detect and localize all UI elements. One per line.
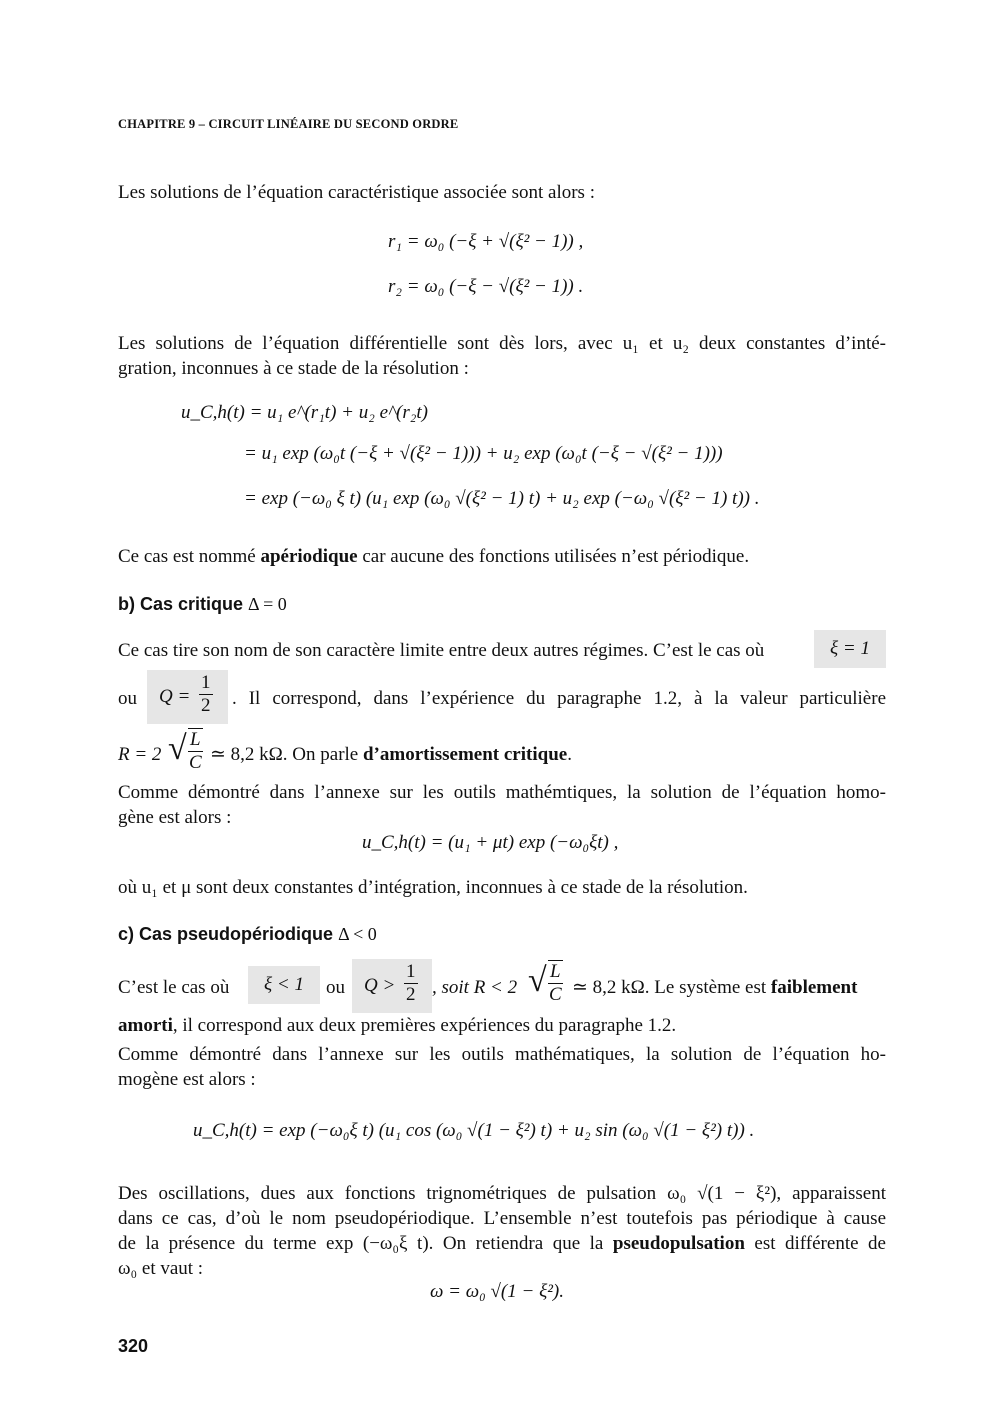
text-segment: de la présence du terme exp (−ω₀ξ t). On retiendra que la xyxy=(118,1233,613,1254)
text-segment: . xyxy=(567,744,572,765)
paragraph-critical-line1: Ce cas tire son nom de son caractère limite entre deux autres régimes. C’est le cas où xyxy=(118,640,765,661)
equation-pseudopulsation: ω = ω₀ √(1 − ξ²). xyxy=(430,1281,564,1302)
denominator: 2 xyxy=(406,984,416,1005)
paragraph-oscillations-line1: Des oscillations, dues aux fonctions trignométriques de pulsation ω₀ √(1 − ξ²), apparaissent xyxy=(118,1183,886,1204)
equation-r1: r₁ = ω₀ (−ξ + √(ξ² − 1)) , xyxy=(388,231,584,252)
term-amorti: amorti xyxy=(118,1015,173,1036)
term-pseudopulsation: pseudopulsation xyxy=(612,1233,745,1254)
paragraph-oscillations-line4: ω₀ et vaut : xyxy=(118,1258,204,1279)
paragraph-critical-resistance xyxy=(118,728,886,780)
equation-homogeneous-3: = exp (−ω₀ ξ t) (u₁ exp (ω₀ √(ξ² − 1) t) + u₂ exp (−ω₀ √(ξ² − 1) t)) . xyxy=(244,488,760,509)
fraction-one-half xyxy=(404,961,418,1006)
fraction-one-half xyxy=(199,672,213,717)
paragraph-annex-line1: Comme démontré dans l’annexe sur les outils mathémtiques, la solution de l’équation homo- xyxy=(118,782,886,803)
sqrt-symbol: √ xyxy=(168,730,187,767)
numerator: 1 xyxy=(406,961,416,982)
fraction-l-over-c xyxy=(188,728,203,774)
text-cest-le-cas: C’est le cas où xyxy=(118,977,230,998)
section-math: Δ < 0 xyxy=(338,924,377,944)
paragraph-annex-line2: gène est alors : xyxy=(118,807,232,828)
r-expression: R = 2 xyxy=(118,744,162,765)
section-title: c) Cas pseudopériodique xyxy=(118,924,334,944)
paragraph-annex2-line1: Comme démontré dans l’annexe sur les outils mathématiques, la solution de l’équation ho- xyxy=(118,1044,886,1065)
term-amortissement-critique: d’amortissement critique xyxy=(362,744,568,765)
text-segment: car aucune des fonctions utilisées n’est périodique. xyxy=(357,546,750,567)
equation-homogeneous-2: = u₁ exp (ω₀t (−ξ + √(ξ² − 1))) + u₂ exp (ω₀t (−ξ − √(ξ² − 1))) xyxy=(244,443,723,464)
r-expression: , soit R < 2 xyxy=(432,977,518,998)
numerator: 1 xyxy=(201,672,211,693)
text-segment: , il correspond aux deux premières expériences du paragraphe 1.2. xyxy=(172,1015,677,1036)
q-label: Q > xyxy=(364,975,396,996)
highlight-xi-equals-1: ξ = 1 xyxy=(814,630,886,668)
highlight-xi-less-1: ξ < 1 xyxy=(248,966,320,1004)
equation-r2: r₂ = ω₀ (−ξ − √(ξ² − 1)) . xyxy=(388,276,584,297)
paragraph-solutions-line1: Les solutions de l’équation différentielle sont dès lors, avec u₁ et u₂ deux constantes d’inté- xyxy=(118,333,886,354)
section-title: b) Cas critique xyxy=(118,594,244,614)
paragraph-oscillations-line2: dans ce cas, d’où le nom pseudopériodique. L’ensemble n’est toutefois pas périodique à cause xyxy=(118,1208,886,1229)
highlight-q-equals-half xyxy=(147,670,228,724)
running-header: CHAPITRE 9 – CIRCUIT LINÉAIRE DU SECOND ORDRE xyxy=(118,117,459,131)
text-segment: Ce cas est nommé xyxy=(118,546,261,567)
equation-pseudoperiodic-solution: u_C,h(t) = exp (−ω₀ξ t) (u₁ cos (ω₀ √(1 − ξ²) t) + u₂ sin (ω₀ √(1 − ξ²) t)) . xyxy=(193,1120,755,1141)
paragraph-constants: où u₁ et μ sont deux constantes d’intégration, inconnues à ce stade de la résolution. xyxy=(118,877,748,898)
resistance-text xyxy=(572,975,857,1000)
numerator: L xyxy=(550,961,561,982)
denominator: C xyxy=(548,984,562,1005)
page-number: 320 xyxy=(118,1336,149,1356)
section-heading-pseudoperiodic xyxy=(118,924,377,945)
q-label: Q = xyxy=(159,686,191,707)
text-segment: est différente de xyxy=(744,1233,886,1254)
equation-homogeneous-1: u_C,h(t) = u₁ e^(r₁t) + u₂ e^(r₂t) xyxy=(181,402,428,423)
text-segment: ≃ 8,2 kΩ. On parle xyxy=(210,744,363,765)
paragraph-pseudo-resistance xyxy=(432,960,886,1012)
paragraph-annex2-line2: mogène est alors : xyxy=(118,1069,256,1090)
paragraph-aperiodic xyxy=(118,544,886,569)
text-ou: ou xyxy=(118,688,137,709)
sqrt-symbol: √ xyxy=(528,962,547,999)
term-aperiodique: apériodique xyxy=(260,546,358,567)
section-math: Δ = 0 xyxy=(248,594,287,614)
text-ou: ou xyxy=(326,977,345,998)
paragraph-solutions-line2: gration, inconnues à ce stade de la résolution : xyxy=(118,358,469,379)
text-segment: ≃ 8,2 kΩ. Le système est xyxy=(572,977,771,998)
term-faiblement: faiblement xyxy=(770,977,858,998)
paragraph-weakly-damped xyxy=(118,1013,886,1038)
paragraph-intro: Les solutions de l’équation caractéristique associée sont alors : xyxy=(118,182,595,203)
denominator: C xyxy=(188,752,202,773)
numerator: L xyxy=(190,729,201,750)
denominator: 2 xyxy=(201,695,211,716)
paragraph-oscillations-line3 xyxy=(118,1231,886,1256)
paragraph-critical-line2: . Il correspond, dans l’expérience du paragraphe 1.2, à la valeur particulière xyxy=(232,688,886,709)
highlight-q-greater-half xyxy=(352,959,432,1013)
fraction-l-over-c xyxy=(548,960,563,1006)
section-heading-critical xyxy=(118,594,287,615)
resistance-text xyxy=(210,742,572,767)
equation-critical-solution: u_C,h(t) = (u₁ + μt) exp (−ω₀ξt) , xyxy=(362,832,619,853)
